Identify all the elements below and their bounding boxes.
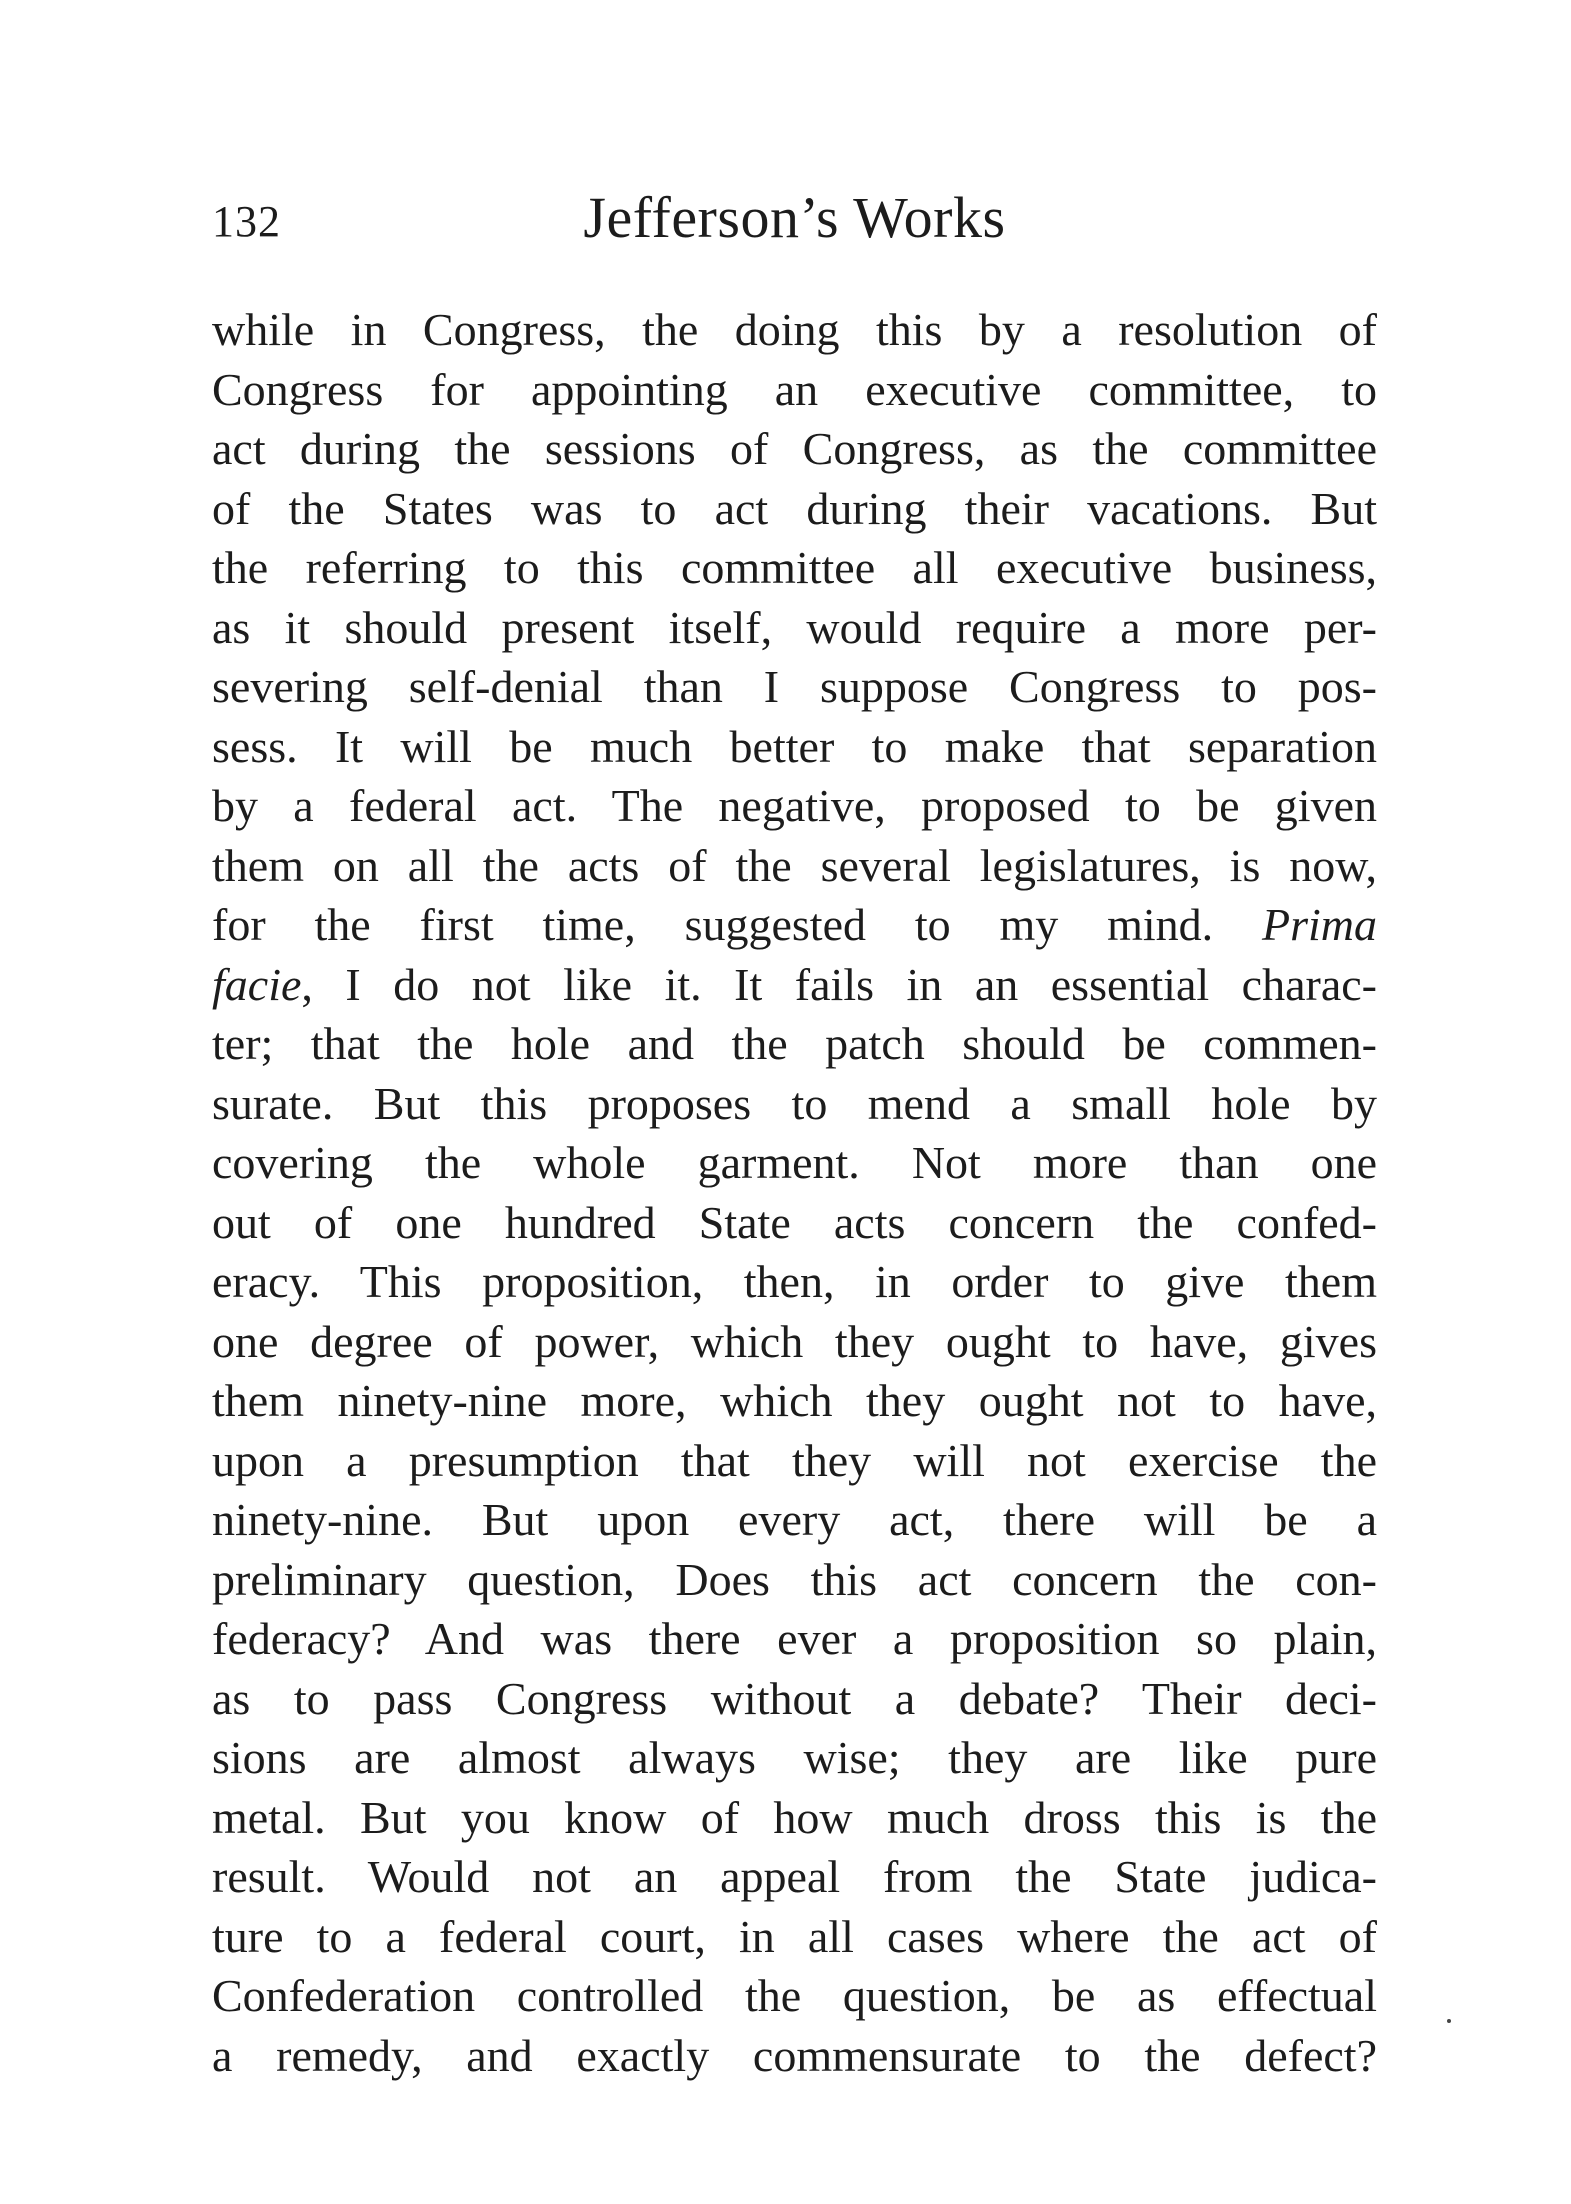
text-line: them ninety-nine more, which they ought not to have, (212, 1375, 1377, 1426)
text-line: ture to a federal court, in all cases where the act of (212, 1910, 1377, 1962)
text-line: of the States was to act during their vacations. But (212, 482, 1377, 534)
text-line: surate. But this proposes to mend a small hole by (212, 1077, 1377, 1129)
text-line: Congress for appointing an executive committee, to (212, 363, 1377, 415)
text-line: preliminary question, Does this act concern the con- (212, 1553, 1377, 1605)
text-line: upon a presumption that they will not exercise the (212, 1434, 1377, 1486)
text-line: eracy. This proposition, then, in order to give them (212, 1256, 1377, 1307)
text-line: federacy? And was there ever a proposition so plain, (212, 1613, 1377, 1664)
text-line: by a federal act. The negative, proposed to be given (212, 780, 1377, 831)
text-line: ter; that the hole and the patch should be commen- (212, 1018, 1377, 1069)
text-line: covering the whole garment. Not more than one (212, 1137, 1377, 1188)
page-header (212, 184, 1377, 264)
running-title: Jefferson’s Works (583, 185, 1006, 250)
text-line: act during the sessions of Congress, as the committee (212, 423, 1377, 474)
text-line: sions are almost always wise; they are like pure (212, 1732, 1377, 1783)
text-line: one degree of power, which they ought to have, gives (212, 1315, 1377, 1367)
body-text (212, 300, 1377, 2085)
text-line: for the first time, suggested to my mind. Prima (212, 899, 1377, 950)
text-line: them on all the acts of the several legislatures, is now, (212, 839, 1377, 891)
text-line: ninety-nine. But upon every act, there will be a (212, 1494, 1377, 1545)
text-line: a remedy, and exactly commensurate to the defect? (212, 2029, 1377, 2081)
page-number: 132 (212, 197, 281, 246)
text-line: the referring to this committee all executive business, (212, 542, 1377, 593)
ink-speck (1447, 2019, 1451, 2023)
text-line: severing self-denial than I suppose Congress to pos- (212, 661, 1377, 712)
text-line: out of one hundred State acts concern the confed- (212, 1196, 1377, 1248)
text-line: facie, I do not like it. It fails in an essential charac- (212, 958, 1377, 1010)
text-line: while in Congress, the doing this by a resolution of (212, 304, 1377, 355)
text-line: result. Would not an appeal from the State judica- (212, 1851, 1377, 1902)
text-line: as to pass Congress without a debate? Their deci- (212, 1672, 1377, 1724)
text-line: as it should present itself, would require a more per- (212, 601, 1377, 653)
text-line: Confederation controlled the question, be as effectual (212, 1970, 1377, 2021)
text-line: sess. It will be much better to make that separation (212, 720, 1377, 772)
text-line: metal. But you know of how much dross this is the (212, 1791, 1377, 1843)
